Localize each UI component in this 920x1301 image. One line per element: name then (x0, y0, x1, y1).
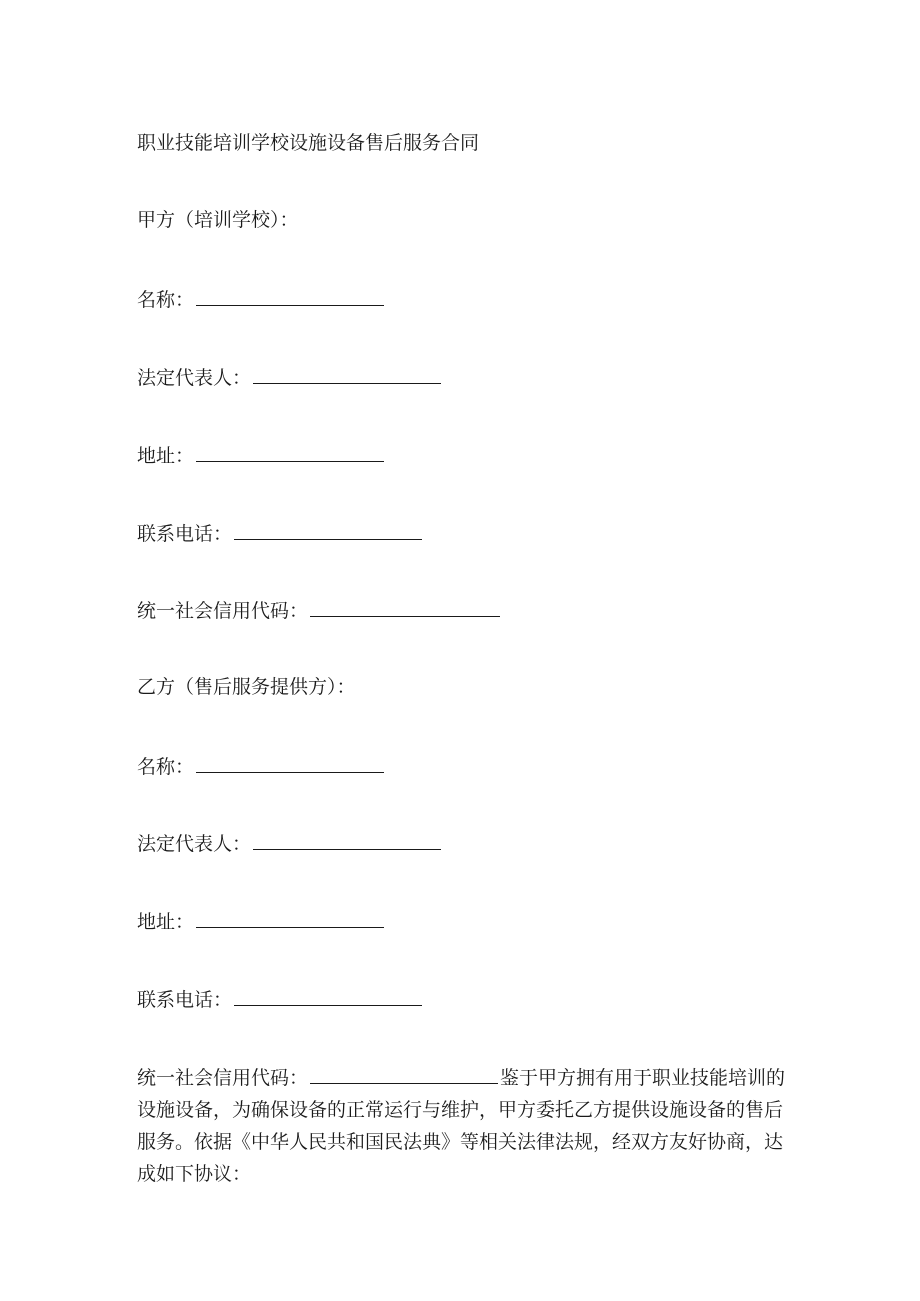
document-title: 职业技能培训学校设施设备售后服务合同 (137, 132, 480, 154)
party-b-phone-row (137, 985, 422, 1013)
party-a-name-row (137, 285, 384, 313)
party-a-name-blank[interactable] (196, 285, 384, 306)
party-a-rep-label: 法定代表人： (137, 367, 252, 389)
party-b-phone-label: 联系电话： (137, 989, 233, 1011)
party-b-address-blank[interactable] (196, 907, 384, 928)
party-a-address-row (137, 441, 384, 469)
party-a-phone-row (137, 519, 422, 547)
party-a-rep-row (137, 363, 441, 391)
party-a-phone-label: 联系电话： (137, 523, 233, 545)
preamble-text: 鉴于甲方拥有用于职业技能培训的设施设备，为确保设备的正常运行与维护，甲方委托乙方提供设施设备的售后服务。依据《中华人民共和国民法典》等相关法律法规，经双方友好协商，达成如下协议： (137, 1067, 786, 1185)
party-b-heading: 乙方（售后服务提供方）： (137, 676, 356, 698)
party-a-credit-code-row (137, 596, 500, 624)
party-b-credit-code-blank[interactable] (310, 1063, 498, 1084)
party-a-heading: 甲方（培训学校）： (137, 209, 299, 231)
party-b-phone-blank[interactable] (234, 985, 422, 1006)
party-b-credit-code-label: 统一社会信用代码： (137, 1067, 309, 1089)
party-b-rep-blank[interactable] (253, 829, 441, 850)
party-b-address-label: 地址： (137, 911, 195, 933)
party-b-rep-label: 法定代表人： (137, 833, 252, 855)
party-a-credit-code-blank[interactable] (310, 596, 500, 617)
party-a-address-blank[interactable] (196, 441, 384, 462)
party-b-name-label: 名称： (137, 756, 195, 778)
party-a-phone-blank[interactable] (234, 519, 422, 540)
party-a-credit-code-label: 统一社会信用代码： (137, 600, 309, 622)
party-a-name-label: 名称： (137, 289, 195, 311)
party-a-rep-blank[interactable] (253, 363, 441, 384)
party-b-name-blank[interactable] (196, 752, 384, 773)
party-a-address-label: 地址： (137, 445, 195, 467)
party-b-name-row (137, 752, 384, 780)
preamble-paragraph (137, 1062, 787, 1190)
party-b-rep-row (137, 829, 441, 857)
party-b-address-row (137, 907, 384, 935)
